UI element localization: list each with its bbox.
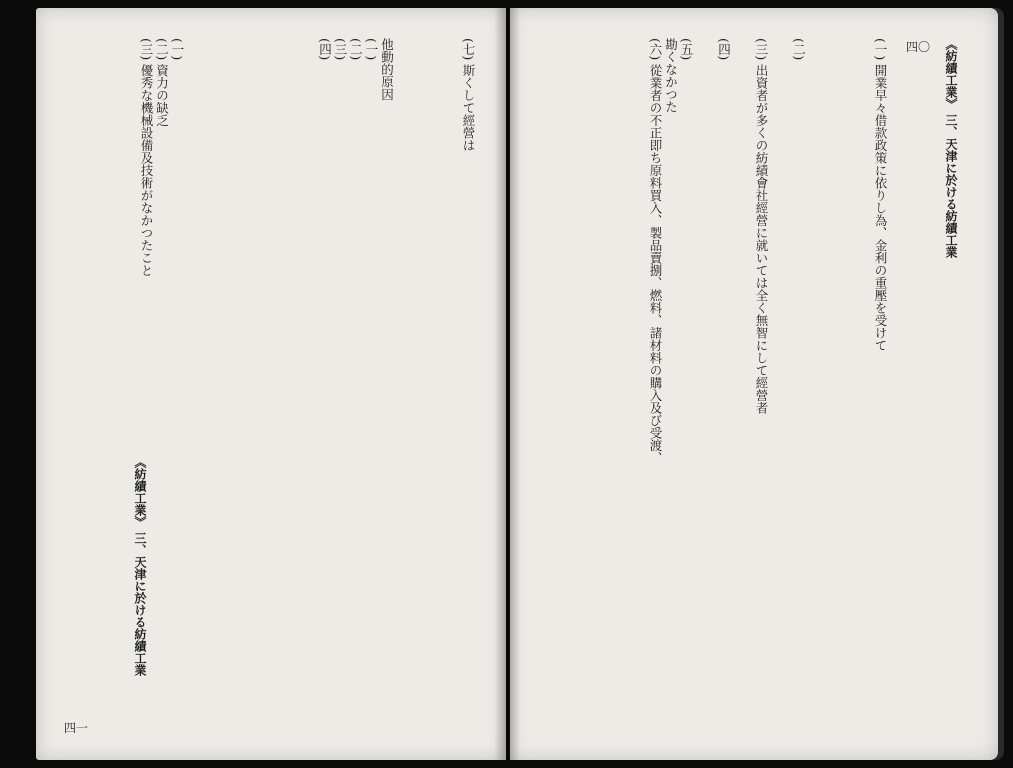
text-column <box>395 38 417 710</box>
text-column <box>851 38 873 710</box>
text-column <box>185 38 207 710</box>
left-page-body <box>98 38 476 710</box>
text-column <box>251 38 273 710</box>
text-column: 勘くなかつた <box>663 38 679 113</box>
text-column: (二) <box>348 38 364 61</box>
text-column: (二) 資力の缺乏 <box>154 38 170 127</box>
text-column: (一) 開業早々借款政策に依りし為、金利の重壓を受けて <box>873 38 888 352</box>
text-column: (三) <box>333 38 348 61</box>
left-page <box>36 8 506 760</box>
text-column <box>582 38 604 710</box>
text-column <box>207 38 229 710</box>
text-column: (一) <box>364 38 379 61</box>
text-column <box>417 38 439 710</box>
text-column <box>229 38 251 710</box>
text-column: (四) <box>317 38 333 61</box>
text-column: (七) 斯くして經營は <box>461 38 476 152</box>
right-page-body <box>550 38 976 710</box>
running-head-right: 《紡績工業》 三、天津に於ける紡績工業 <box>944 38 958 259</box>
text-column <box>439 38 461 710</box>
text-column: 他動的原因 <box>379 38 395 101</box>
text-column <box>954 38 976 710</box>
text-column <box>732 38 754 710</box>
text-column <box>769 38 791 710</box>
right-page <box>510 8 998 760</box>
text-column: (六) 從業者の不正即ち原料買入、製品賣捌、燃料、諸材料の購入及び受渡、 <box>648 38 663 465</box>
page-number-left: 四一 <box>64 721 89 735</box>
text-column <box>295 38 317 710</box>
text-column <box>626 38 648 710</box>
running-head-left: 《紡績工業》 三、天津に於ける紡績工業 <box>133 456 147 677</box>
text-column <box>888 38 910 710</box>
text-column <box>910 38 932 710</box>
text-column: (二) <box>791 38 807 61</box>
page-number-right: 四〇 <box>905 40 930 54</box>
text-column <box>273 38 295 710</box>
text-column: (三) 出資者が多くの紡績會社經營に就いては全く無智にして經營者 <box>754 38 769 415</box>
text-column <box>932 38 954 710</box>
text-column: (四) <box>716 38 732 61</box>
text-column: (三) 優秀な機械設備及技術がなかつたこと <box>139 38 154 277</box>
text-column: (五) <box>679 38 694 61</box>
text-column: (一) <box>170 38 185 61</box>
text-column <box>807 38 829 710</box>
text-column <box>694 38 716 710</box>
text-column <box>829 38 851 710</box>
text-column <box>604 38 626 710</box>
